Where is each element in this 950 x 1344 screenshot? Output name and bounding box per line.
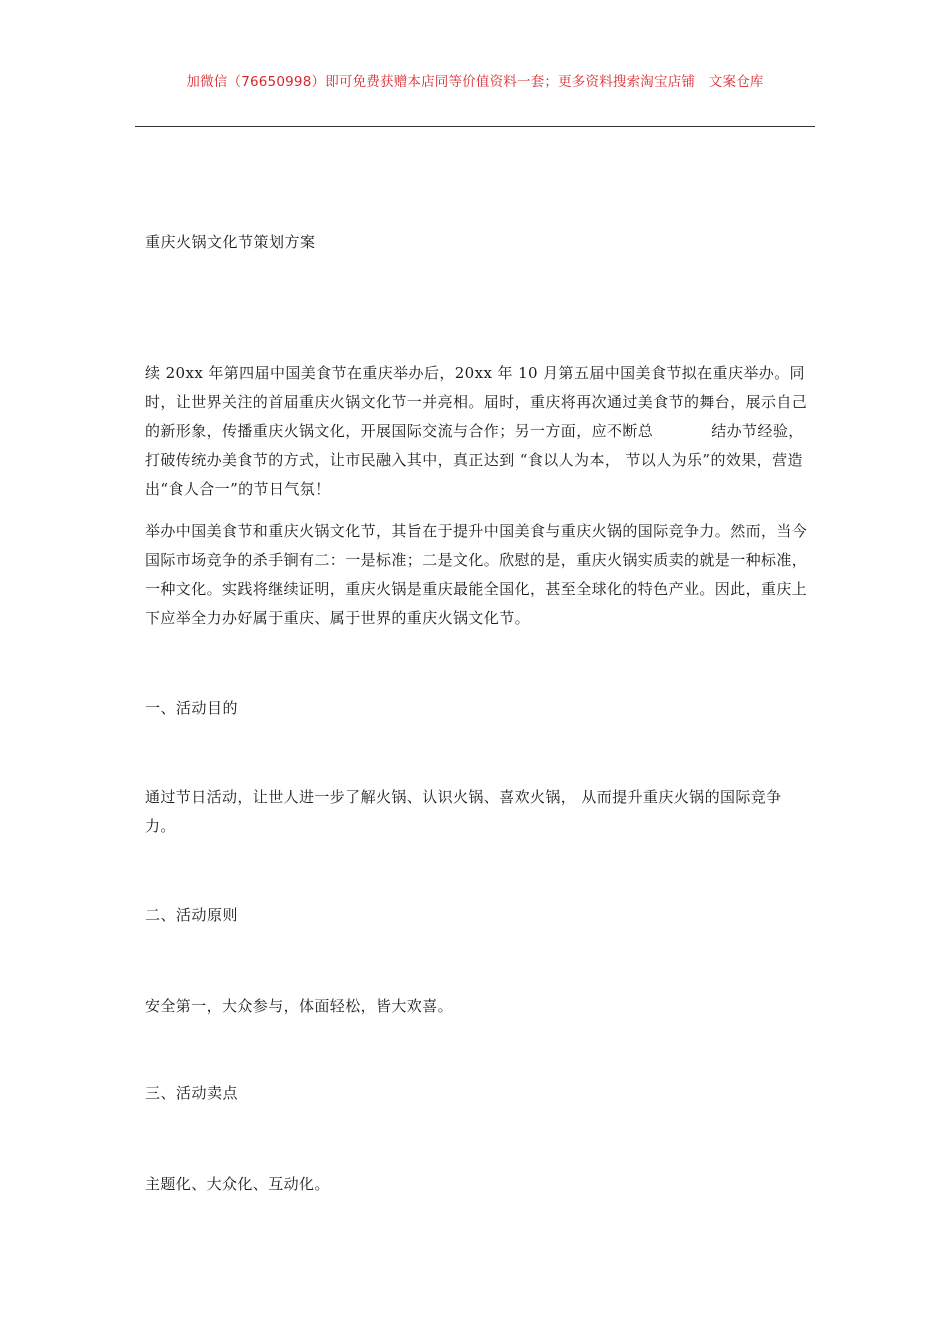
section-heading-principles: 二、活动原则	[145, 906, 239, 924]
intro-paragraph-2: 举办中国美食节和重庆火锅文化节，其旨在于提升中国美食与重庆火锅的国际竞争力。然而，当今国际市场竞争的杀手锏有二：一是标准；二是文化。欣慰的是，重庆火锅实质卖的就是一种标准，一种文化。实践将继续证明，重庆火锅是重庆最能全国化，甚至全球化的特色产业。因此，重庆上下应举全力办好属于重庆、属于世界的重庆火锅文化节。	[145, 522, 808, 627]
section-body-selling-points: 主题化、大众化、互动化。	[145, 1175, 330, 1193]
section-heading-purpose: 一、活动目的	[145, 699, 239, 717]
intro-paragraph-1-text: 续 20xx 年第四届中国美食节在重庆举办后，20xx 年 10 月第五届中国美食节拟在重庆举办。同时，让世界关注的首届重庆火锅文化节一并亮相。届时，重庆将再次通过美食节的舞台，展示自己的新形象，传播重庆火锅文化，开展国际交流与合作；另一方面，应不断总	[145, 364, 808, 440]
intro-paragraph-1-continuation: 结办节经验，打破传统办美食节的方式，让市民融入其中，真正达到 “食以人为本， 节以人为乐”的效果，营造出“食人合一”的节日气氛！	[145, 422, 804, 498]
header-promo-text: 加微信（76650998）即可免费获赠本店同等价值资料一套；更多资料搜索淘宝店铺 文案仓库	[186, 74, 764, 90]
section-body-purpose: 通过节日活动，让世人进一步了解火锅、认识火锅、喜欢火锅， 从而提升重庆火锅的国际竞争力。	[145, 788, 782, 835]
section-heading-selling-points: 三、活动卖点	[145, 1084, 239, 1102]
header-divider	[135, 126, 815, 127]
document-title: 重庆火锅文化节策划方案	[145, 233, 316, 251]
intro-paragraph-1	[145, 359, 810, 504]
section-body-principles: 安全第一，大众参与，体面轻松，皆大欢喜。	[145, 997, 454, 1015]
